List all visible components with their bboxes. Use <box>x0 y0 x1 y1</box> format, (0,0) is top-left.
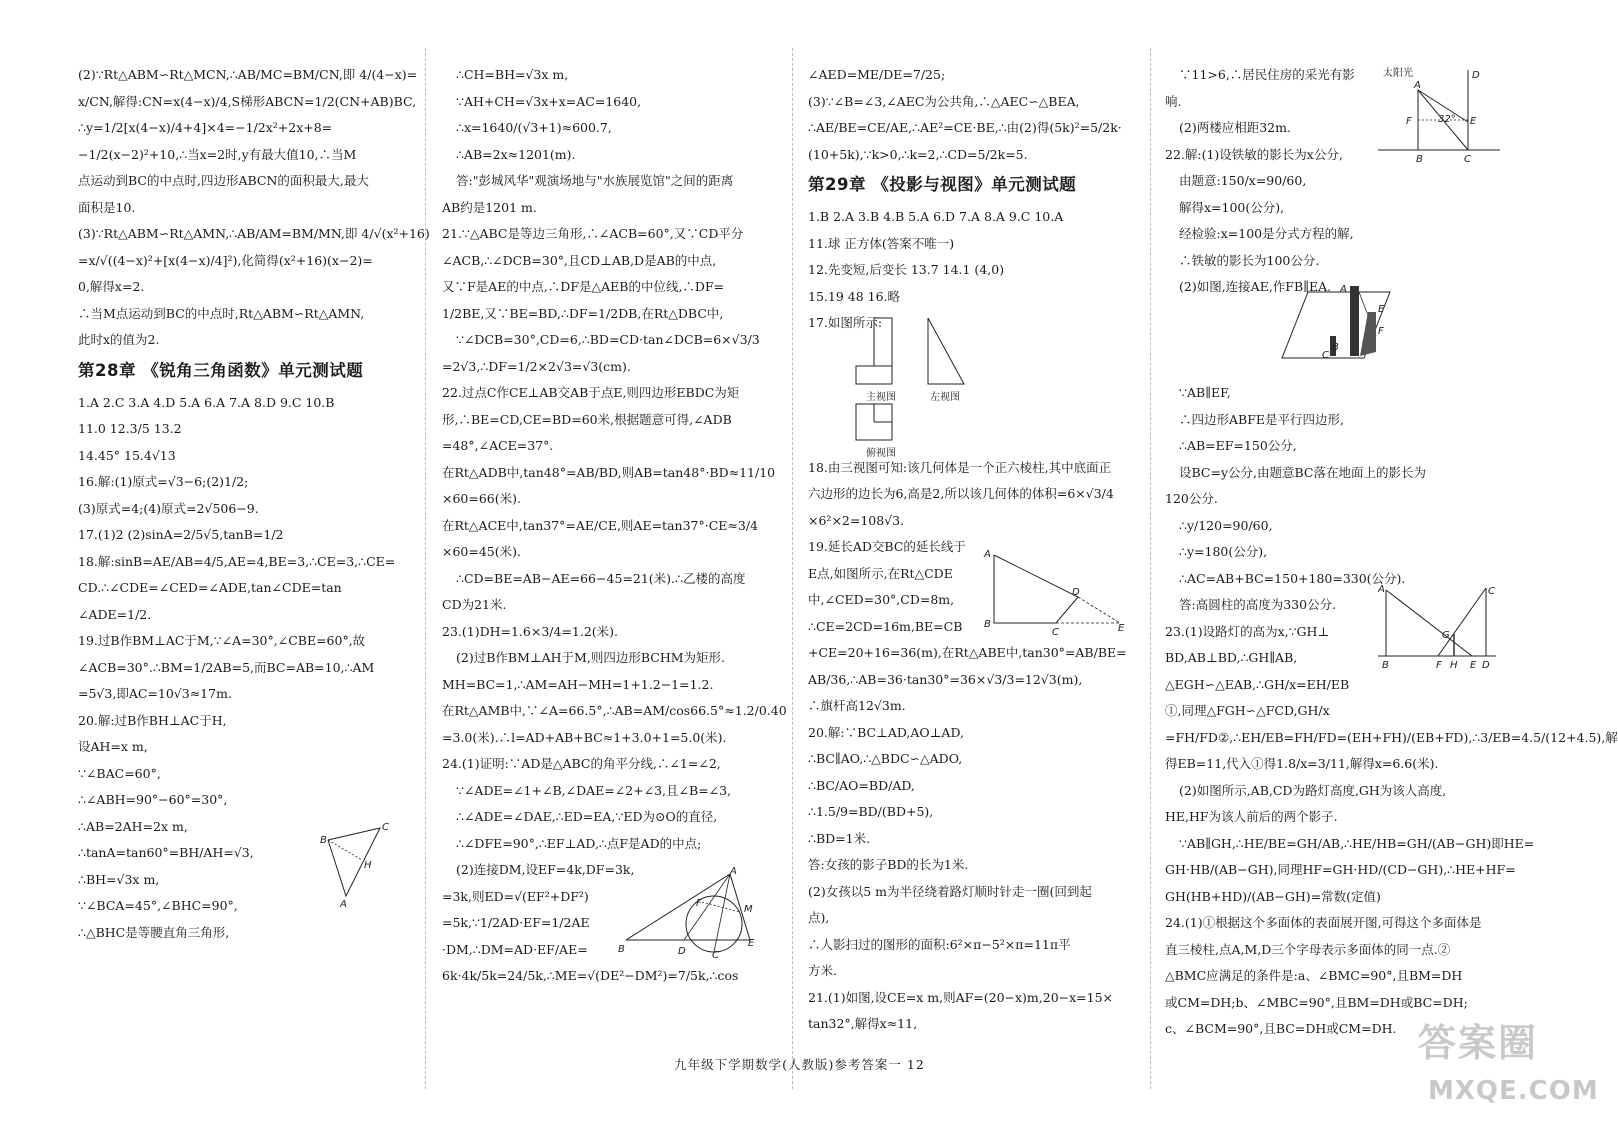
text-line: 22.解:(1)设铁敏的影长为x公分, <box>1165 146 1343 162</box>
text-line: ∵AB∥EF, <box>1179 385 1231 400</box>
text-line: =5k,∵1/2AD·EF=1/2AE <box>442 915 590 930</box>
text-line: (2)过B作BM⊥AH于M,则四边形BCHM为矩形. <box>456 650 725 665</box>
svg-text:32°: 32° <box>1438 114 1456 125</box>
svg-text:E: E <box>1470 116 1477 127</box>
text-line: GH(HB+HD)/(AB−GH)=常数(定值) <box>1165 888 1381 904</box>
text-line: △BMC应满足的条件是:a、∠BMC=90°,且BM=DH <box>1165 968 1463 983</box>
text-line: 19.延长AD交BC的延长线于 <box>808 539 966 554</box>
text-line: ①,同理△FGH∽△FCD,GH/x <box>1165 703 1330 718</box>
text-line: (2)连接DM,设EF=4k,DF=3k, <box>456 862 635 877</box>
svg-text:E: E <box>748 938 755 949</box>
svg-text:B: B <box>1382 660 1389 671</box>
text-line: ∴铁敏的影长为100公分. <box>1179 252 1320 268</box>
text-line: (2)女孩以5 m为半径绕着路灯顺时针走一圈(回到起 <box>808 883 1092 899</box>
text-line: =48°,∠ACE=37°. <box>442 438 554 453</box>
text-line: ∴人影扫过的图形的面积:6²×π−5²×π=11π平 <box>808 936 1071 952</box>
text-line: 23.(1)DH=1.6×3/4=1.2(米). <box>442 623 619 639</box>
text-line: ∴y=1/2[x(4−x)/4+4]×4=−1/2x²+2x+8= <box>78 120 333 135</box>
three-views-figure <box>848 312 988 457</box>
text-line: E点,如图所示,在Rt△CDE <box>808 565 953 581</box>
text-line: 面积是10. <box>78 199 136 215</box>
text-line: 在Rt△AMB中,∵∠A=66.5°,∴AB=AM/cos66.5°≈1.2/0.40 <box>442 703 787 718</box>
lamps-figure-q23 <box>1374 582 1504 670</box>
text-line: 22.过点C作CE⊥AB交AB于点E,则四边形EBDC为矩 <box>442 385 740 400</box>
section-heading: 第29章 《投影与视图》单元测试题 <box>808 175 1077 194</box>
svg-text:D: D <box>678 946 686 957</box>
text-line: 直三棱柱,点A,M,D三个字母表示多面体的同一点.② <box>1165 941 1451 957</box>
text-line: (3)原式=4;(4)原式=2√506−9. <box>78 500 259 516</box>
column-4 <box>1165 62 1618 1062</box>
text-line: =2√3,∴DF=1/2×2√3=√3(cm). <box>442 358 631 374</box>
section-heading: 第28章 《锐角三角函数》单元测试题 <box>78 360 364 380</box>
svg-text:A: A <box>1414 80 1421 91</box>
text-line: ∵AH+CH=√3x+x=AC=1640, <box>456 93 642 109</box>
text-line: 点), <box>808 910 830 925</box>
text-line: △EGH∽△EAB,∴GH/x=EH/EB <box>1165 676 1350 692</box>
svg-text:C: C <box>1488 586 1495 597</box>
svg-text:C: C <box>382 822 389 833</box>
text-line: ∴AB=2AH=2x m, <box>78 818 188 834</box>
column-divider <box>1150 48 1151 1089</box>
text-line: 24.(1)证明:∵AD是△ABC的角平分线,∴∠1=∠2, <box>442 756 721 771</box>
svg-text:H: H <box>1450 660 1458 671</box>
text-line: BD,AB⊥BD,∴GH∥AB, <box>1165 650 1298 665</box>
svg-text:A: A <box>984 549 991 560</box>
text-line: ∴y/120=90/60, <box>1179 517 1273 533</box>
text-line: 得EB=11,代入①得1.8/x=3/11,解得x=6.6(米). <box>1165 756 1439 771</box>
text-line: 答:"彭城风华"观演场地与"水族展览馆"之间的距离 <box>456 173 734 188</box>
text-line: 6k·4k/5k=24/5k,∴ME=√(DE²−DM²)=7/5k,∴cos <box>442 968 739 983</box>
svg-text:E: E <box>1378 304 1385 315</box>
text-line: ·DM,∴DM=AD·EF/AE= <box>442 941 588 957</box>
svg-text:E: E <box>1118 623 1125 634</box>
text-line: ∠AED=ME/DE=7/25; <box>808 67 946 82</box>
text-line: 经检验:x=100是分式方程的解, <box>1179 226 1354 241</box>
text-line: ∴x=1640/(√3+1)≈600.7, <box>456 120 612 135</box>
text-line: CD为21米. <box>442 597 507 612</box>
text-line: 又∵F是AE的中点,∴DF是△AEB的中位线,∴DF= <box>442 279 725 294</box>
text-line: ∴AB=EF=150公分, <box>1179 438 1297 453</box>
text-line: 1/2BE,又∵BE=BD,∴DF=1/2DB,在Rt△DBC中, <box>442 305 724 321</box>
text-line: =3.0(米).∴l=AD+AB+BC≈1+3.0+1=5.0(米). <box>442 729 727 745</box>
text-line: ∠ACB,∴∠DCB=30°,且CD⊥AB,D是AB的中点, <box>442 252 717 268</box>
svg-text:F: F <box>1406 116 1412 127</box>
sunlight-label: 太阳光 <box>1383 68 1413 79</box>
svg-text:C: C <box>1322 350 1329 361</box>
svg-text:A: A <box>1378 584 1385 595</box>
text-line: ∴CD=BE=AB−AE=66−45=21(米).∴乙楼的高度 <box>456 570 746 586</box>
text-line: 18.由三视图可知:该几何体是一个正六棱柱,其中底面正 <box>808 459 1112 475</box>
svg-text:B: B <box>618 944 625 955</box>
text-line: 设AH=x m, <box>78 739 148 754</box>
svg-text:H: H <box>364 860 372 871</box>
text-line: −1/2(x−2)²+10,∴当x=2时,y有最大值10,∴当M <box>78 146 357 162</box>
text-line: ∴△BHC是等腰直角三角形, <box>78 924 230 940</box>
svg-text:D: D <box>1482 660 1490 671</box>
text-line: ∴∠ABH=90°−60°=30°, <box>78 792 228 807</box>
text-line: ∴AC=AB+BC=150+180=330(公分). <box>1179 570 1406 586</box>
svg-text:F: F <box>1378 326 1384 337</box>
text-line: CD.∴∠CDE=∠CED=∠ADE,tan∠CDE=tan <box>78 580 342 595</box>
text-line: 20.解:过B作BH⊥AC于H, <box>78 712 227 728</box>
text-line: 方米. <box>808 963 837 978</box>
text-line: 1.A 2.C 3.A 4.D 5.A 6.A 7.A 8.D 9.C 10.B <box>78 394 335 410</box>
column-divider <box>792 48 793 1089</box>
text-line: ∵∠BAC=60°, <box>78 765 161 781</box>
text-line: 此时x的值为2. <box>78 332 160 347</box>
svg-text:C: C <box>1052 627 1059 638</box>
text-line: ∴当M点运动到BC的中点时,Rt△ABM∽Rt△AMN, <box>78 305 365 321</box>
text-line: 16.解:(1)原式=√3−6;(2)1/2; <box>78 474 249 489</box>
watermark-url: MXQE.COM <box>1428 1076 1599 1106</box>
text-line: 120公分. <box>1165 491 1218 506</box>
text-line: 答:高圆柱的高度为330公分. <box>1179 597 1337 612</box>
sunlight-figure-q21 <box>1378 66 1503 166</box>
text-line: ∴BC/AO=BD/AD, <box>808 777 915 793</box>
left-view-label: 左视图 <box>930 392 960 403</box>
svg-text:B: B <box>1416 154 1423 165</box>
circle-figure-q24 <box>618 866 758 961</box>
text-line: (2)两楼应相距32m. <box>1179 120 1291 135</box>
text-line: c、∠BCM=90°,且BC=DH或CM=DH. <box>1165 1021 1397 1036</box>
text-line: 12.先变短,后变长 13.7 14.1 (4,0) <box>808 262 1005 277</box>
svg-text:A: A <box>730 866 737 877</box>
text-line: GH·HB/(AB−GH),同理HF=GH·HD/(CD−GH),∴HE+HF= <box>1165 862 1516 877</box>
column-divider <box>425 48 426 1089</box>
text-line: ∴旗杆高12√3m. <box>808 698 906 713</box>
text-line: 23.(1)设路灯的高为x,∵GH⊥ <box>1165 623 1330 639</box>
three-views-drawing <box>848 312 988 457</box>
text-line: ×60=66(米). <box>442 491 521 506</box>
text-line: ∵11>6,∴居民住房的采光有影 <box>1179 67 1355 82</box>
text-line: AB约是1201 m. <box>442 199 537 215</box>
svg-text:F: F <box>1436 660 1442 671</box>
text-line: ∵∠DCB=30°,CD=6,∴BD=CD·tan∠DCB=6×√3/3 <box>456 332 760 347</box>
text-line: AB/36,∴AB=36·tan30°=36×√3/3=12√3(m), <box>808 671 1083 687</box>
text-line: 21.(1)如图,设CE=x m,则AF=(20−x)m,20−x=15× <box>808 989 1114 1005</box>
text-line: ∴BD=1米. <box>808 830 871 846</box>
cylinders-figure-q22 <box>1278 282 1403 367</box>
text-line: ∴AE/BE=CE/AE,∴AE²=CE·BE,∴由(2)得(5k)²=5/2k· <box>808 120 1122 135</box>
text-line: =3k,则ED=√(EF²+DF²) <box>442 888 589 904</box>
text-line: ∴tanA=tan60°=BH/AH=√3, <box>78 845 254 860</box>
text-line: ∴∠ADE=∠DAE,∴ED=EA,∵ED为⊙O的直径, <box>456 809 718 824</box>
text-line: 由题意:150/x=90/60, <box>1179 173 1307 188</box>
watermark-text: 答案圈 <box>1418 1021 1539 1065</box>
text-line: 点运动到BC的中点时,四边形ABCN的面积最大,最大 <box>78 173 369 188</box>
text-line: 15.19 48 16.略 <box>808 288 901 304</box>
svg-text:B: B <box>1332 342 1339 353</box>
text-line: ∵∠BCA=45°,∠BHC=90°, <box>78 898 238 913</box>
svg-text:E: E <box>1470 660 1477 671</box>
text-line: 中,∠CED=30°,CD=8m, <box>808 592 955 607</box>
text-line: 0,解得x=2. <box>78 279 145 294</box>
text-line: (2)如图所示,AB,CD为路灯高度,GH为该人高度, <box>1179 782 1447 798</box>
front-view-label: 主视图 <box>866 392 896 403</box>
top-view-label: 俯视图 <box>866 448 896 459</box>
text-line: ∴BC∥AO,∴△BDC∽△ADO, <box>808 751 963 766</box>
text-line: (3)∵Rt△ABM∽Rt△AMN,∴AB/AM=BM/MN,即 4/√(x²+16) <box>78 226 430 241</box>
text-line: HE,HF为该人前后的两个影子. <box>1165 809 1338 824</box>
text-line: =5√3,即AC=10√3≈17m. <box>78 686 232 701</box>
svg-text:M: M <box>744 904 753 915</box>
text-line: +CE=20+16=36(m),在Rt△ABE中,tan30°=AB/BE= <box>808 645 1127 660</box>
text-line: 1.B 2.A 3.B 4.B 5.A 6.D 7.A 8.A 9.C 10.A <box>808 209 1064 224</box>
text-line: 18.解:sinB=AE/AB=4/5,AE=4,BE=3,∴CE=3,∴CE= <box>78 553 396 569</box>
column-1 <box>78 62 430 1062</box>
text-line: 在Rt△ADB中,tan48°=AB/BD,则AB=tan48°·BD≈11/10 <box>442 464 776 480</box>
text-line: (2)如图,连接AE,作FB∥EA. <box>1179 279 1332 294</box>
text-line: x/CN,解得:CN=x(4−x)/4,S梯形ABCN=1/2(CN+AB)BC, <box>78 93 417 109</box>
svg-text:D: D <box>1472 70 1480 81</box>
text-line: 17.如图所示: <box>808 315 883 330</box>
text-line: ∴CE=2CD=16m,BE=CB <box>808 618 963 634</box>
text-line: ∴BH=√3x m, <box>78 871 160 887</box>
svg-text:A: A <box>1340 284 1347 295</box>
svg-text:C: C <box>1464 154 1471 165</box>
svg-text:G: G <box>1442 630 1450 641</box>
text-line: ∴CH=BH=√3x m, <box>456 67 569 82</box>
text-line: ∴∠DFE=90°,∴EF⊥AD,∴点F是AD的中点; <box>456 835 702 851</box>
text-line: (3)∵∠B=∠3,∠AEC为公共角,∴△AEC∽△BEA, <box>808 93 1080 109</box>
text-line: 在Rt△ACE中,tan37°=AE/CE,则AE=tan37°·CE≈3/4 <box>442 517 758 533</box>
svg-text:C: C <box>712 950 719 961</box>
text-line: ∴AB=2x≈1201(m). <box>456 146 576 162</box>
text-line: ×6²×2=108√3. <box>808 512 905 528</box>
text-line: 响. <box>1165 93 1182 109</box>
text-line: ∴1.5/9=BD/(BD+5), <box>808 804 934 819</box>
text-line: 20.解:∵BC⊥AD,AO⊥AD, <box>808 724 965 740</box>
watermark-logo <box>1418 1012 1599 1122</box>
text-line: 形,∴BE=CD,CE=BD=60米,根据题意可得,∠ADB <box>442 411 732 427</box>
text-line: 解得x=100(公分), <box>1179 199 1285 215</box>
svg-text:D: D <box>1072 587 1080 598</box>
text-line: 17.(1)2 (2)sinA=2/5√5,tanB=1/2 <box>78 527 284 542</box>
text-line: 设BC=y公分,由题意BC落在地面上的影长为 <box>1179 464 1426 480</box>
text-line: (2)∵Rt△ABM∽Rt△MCN,∴AB/MC=BM/CN,即 4/(4−x)= <box>78 67 418 82</box>
text-line: =FH/FD②,∴EH/EB=FH/FD=(EH+FH)/(EB+FD),∴3/EB=4.5/(12+4.5),解 <box>1165 729 1618 745</box>
text-line: tan32°,解得x≈11, <box>808 1016 918 1031</box>
svg-text:B: B <box>320 835 327 846</box>
text-line: ∠ACB=30°.∴BM=1/2AB=5,而BC=AB=10,∴AM <box>78 659 375 675</box>
text-line: =x/√((4−x)²+[x(4−x)/4]²),化简得(x²+16)(x−2)= <box>78 252 373 268</box>
text-line: ∵∠ADE=∠1+∠B,∠DAE=∠2+∠3,且∠B=∠3, <box>456 782 732 798</box>
text-line: 六边形的边长为6,高是2,所以该几何体的体积=6×√3/4 <box>808 486 1114 501</box>
text-line: ×60=45(米). <box>442 544 521 559</box>
svg-text:B: B <box>984 619 991 630</box>
triangle-figure-q20 <box>318 818 398 908</box>
page-footer: 九年级下学期数学(人教版)参考答案一 12 <box>674 1057 925 1072</box>
text-line: ∴y=180(公分), <box>1179 544 1268 559</box>
svg-text:A: A <box>340 899 347 910</box>
text-line: 21.∵△ABC是等边三角形,∴∠ACB=60°,又∵CD平分 <box>442 226 744 241</box>
text-line: (10+5k),∵k>0,∴k=2,∴CD=5/2k=5. <box>808 146 1028 162</box>
text-line: ∠ADE=1/2. <box>78 606 152 622</box>
text-line: 答:女孩的影子BD的长为1米. <box>808 857 969 872</box>
text-line: 或CM=DH;b、∠MBC=90°,且BM=DH或BC=DH; <box>1165 994 1468 1010</box>
text-line: 11.0 12.3/5 13.2 <box>78 421 182 436</box>
text-line: 19.过B作BM⊥AC于M,∵∠A=30°,∠CBE=60°,故 <box>78 633 366 648</box>
text-line: ∵AB∥GH,∴HE/BE=GH/AB,∴HE/HB=GH/(AB−GH)即HE= <box>1179 835 1535 851</box>
svg-text:F: F <box>696 898 702 909</box>
text-line: MH=BC=1,∴AM=AH−MH=1+1.2−1=1.2. <box>442 676 714 692</box>
text-line: 24.(1)①根据这个多面体的表面展开图,可得这个多面体是 <box>1165 915 1482 930</box>
text-line: 14.45° 15.4√13 <box>78 447 176 463</box>
text-line: ∴四边形ABFE是平行四边形, <box>1179 411 1344 427</box>
text-line: 11.球 正方体(答案不唯一) <box>808 235 955 251</box>
flagpole-figure-q19 <box>982 545 1132 637</box>
